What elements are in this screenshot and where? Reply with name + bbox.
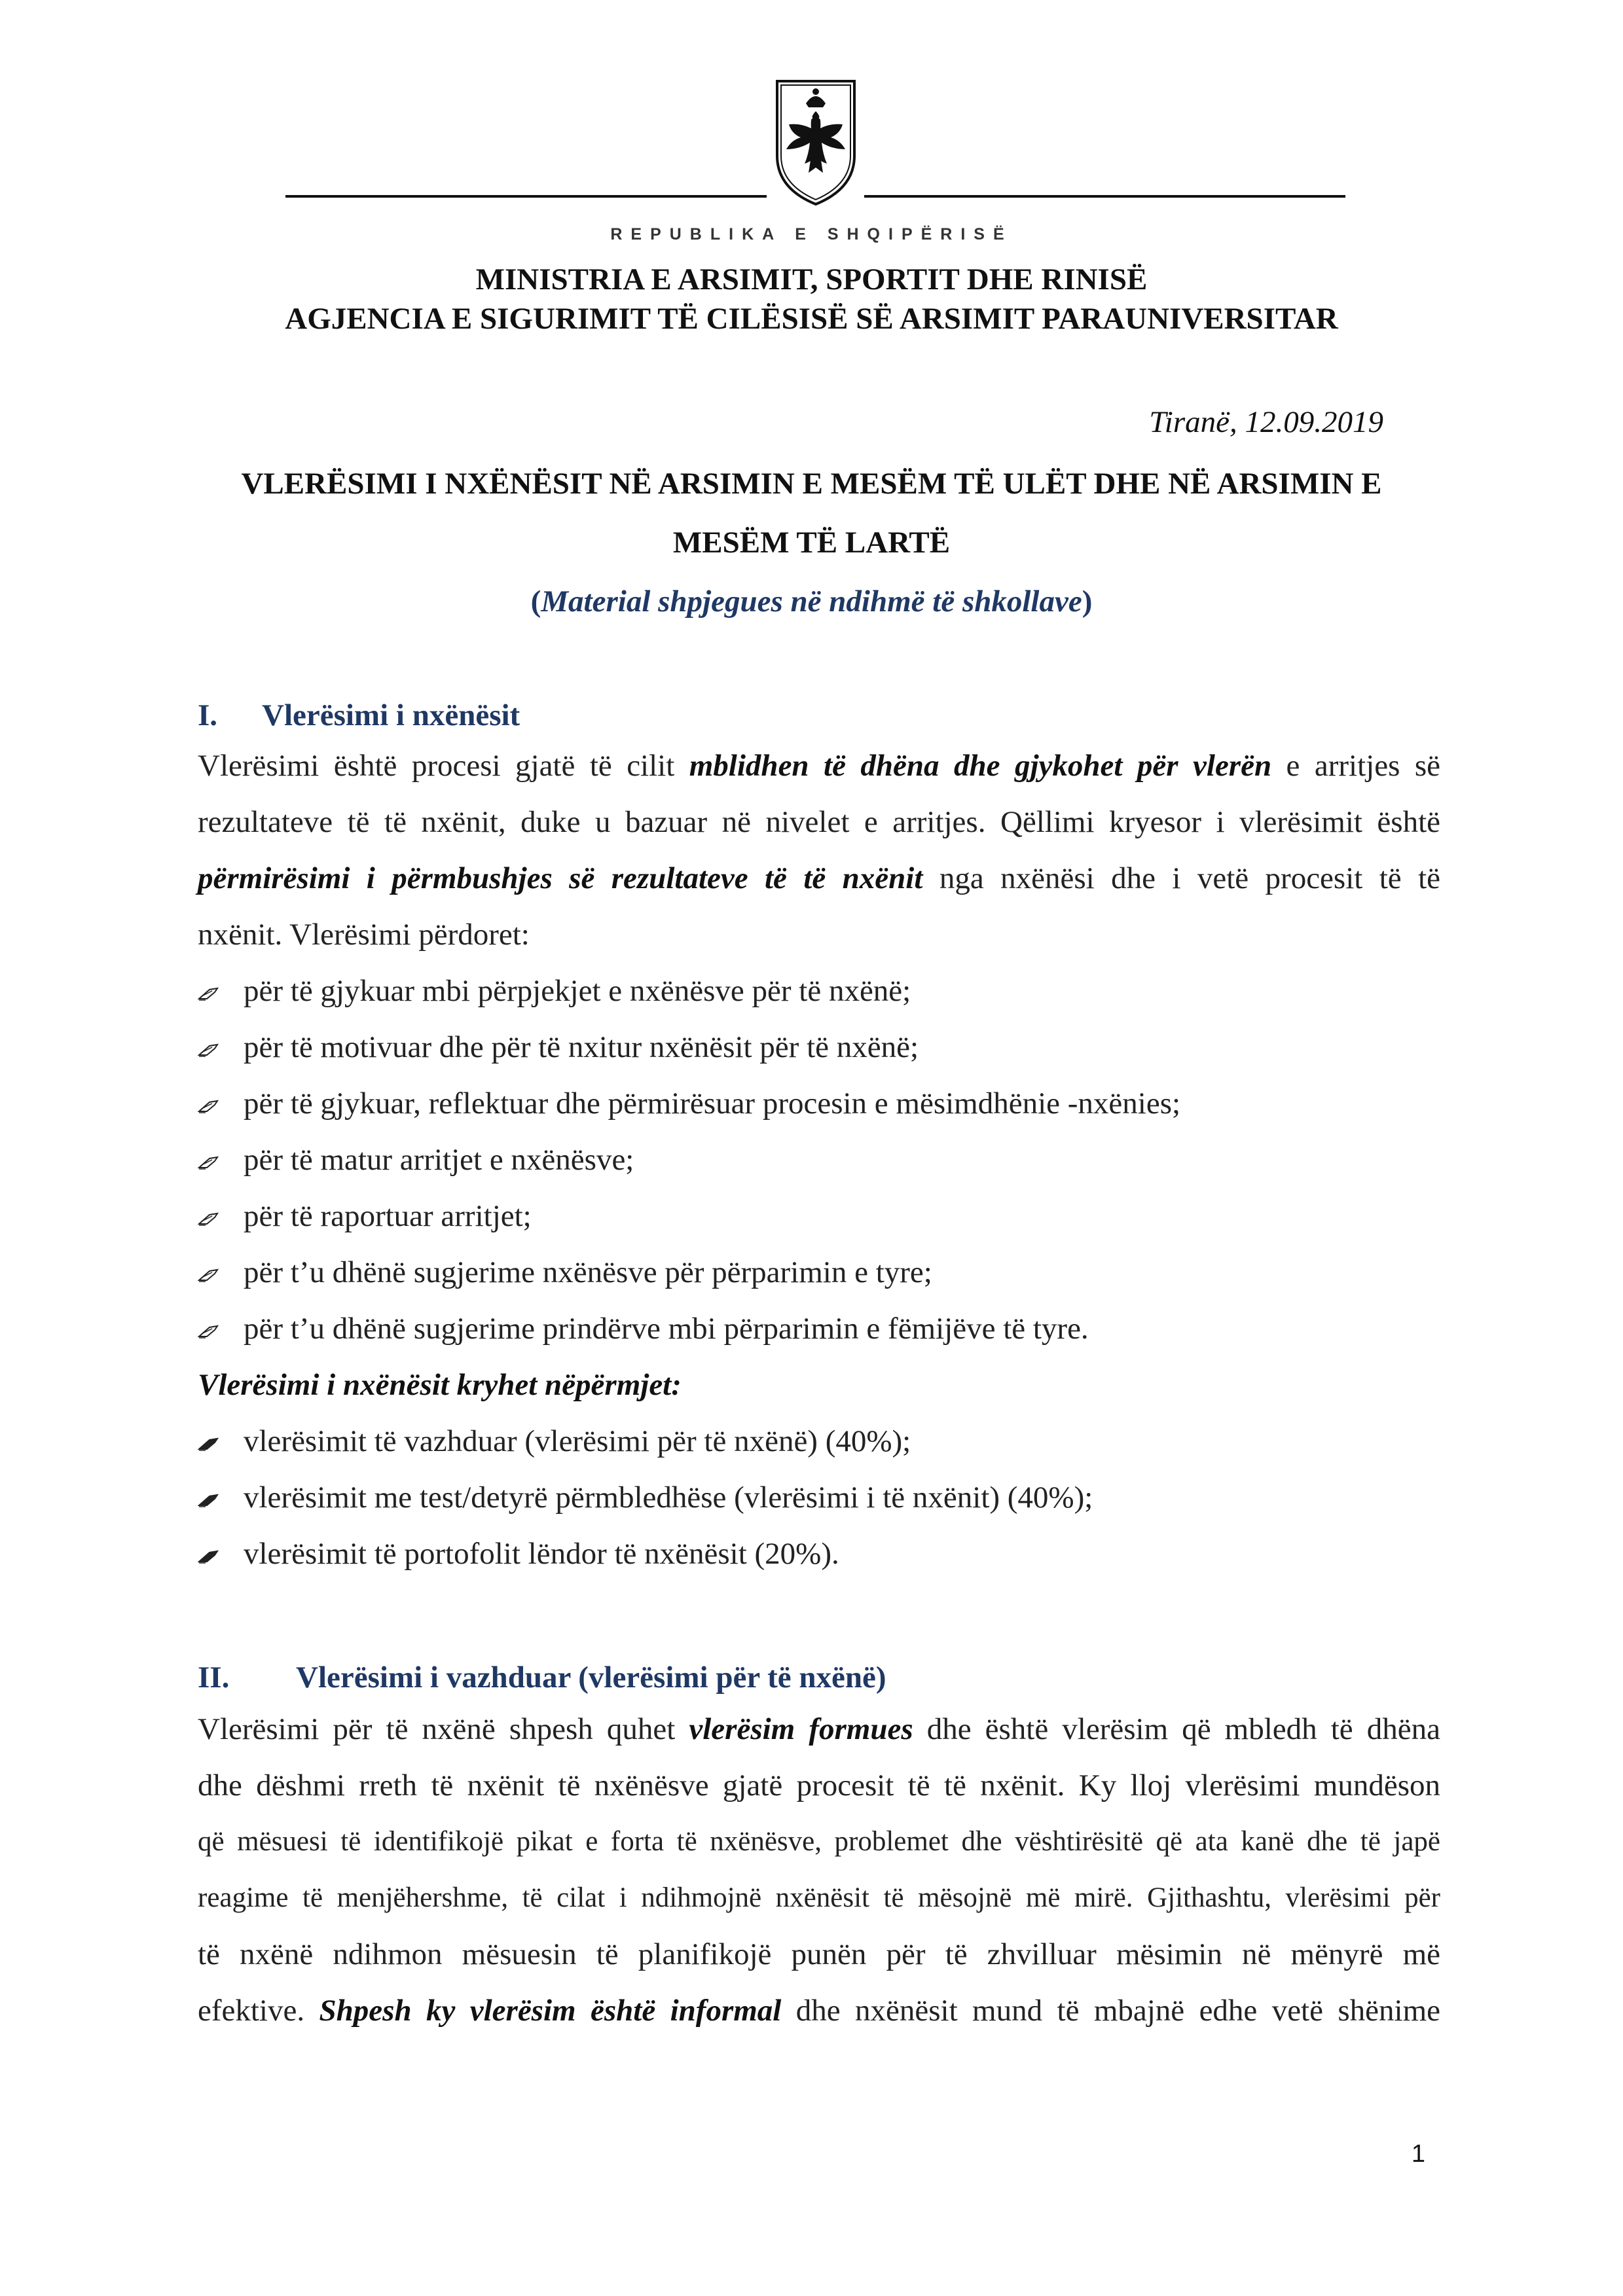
document-subtitle: (Material shpjegues në ndihmë të shkollave): [530, 584, 1093, 619]
writing-hand-icon: [198, 1196, 244, 1236]
section-2-paragraph-line: efektive. Shpesh ky vlerësim është informal dhe nxënësit mund të mbajnë edhe vetë shënime: [198, 1994, 1441, 2028]
section-2-paragraph-line: Vlerësimi për të nxënë shpesh quhet vlerësim formues dhe është vlerësim që mbledh të dhëna: [198, 1712, 1440, 1746]
list-item: vlerësimit të vazhduar (vlerësimi për të nxënë) (40%);: [198, 1422, 911, 1461]
section-1-title: Vlerësimi i nxënësit: [262, 698, 520, 732]
list-item: vlerësimit me test/detyrë përmbledhëse (vlerësimi i të nxënit) (40%);: [198, 1478, 1093, 1517]
list-item: për të gjykuar mbi përpjekjet e nxënësve për të nxënë;: [198, 971, 911, 1011]
list-item: për të matur arritjet e nxënësve;: [198, 1140, 634, 1179]
section-1-paragraph-line: nxënit. Vlerësimi përdoret:: [198, 918, 530, 952]
list-item: për të gjykuar, reflektuar dhe përmirësuar procesin e mësimdhënie -nxënies;: [198, 1084, 1180, 1123]
section-2-paragraph-line: dhe dëshmi rreth të nxënit të nxënësve gjatë procesit të të nxënit. Ky lloj vlerësimi mundëson: [198, 1768, 1440, 1803]
header-rule-left: [285, 195, 767, 198]
writing-hand-icon: [198, 1253, 244, 1292]
page-number: 1: [1411, 2140, 1425, 2168]
list-item: për të raportuar arritjet;: [198, 1196, 532, 1236]
section-1-paragraph-line: përmirësimi i përmbushjes së rezultateve të të nxënit nga nxënësi dhe i vetë procesit të të: [198, 861, 1440, 895]
writing-hand-icon: [198, 1140, 244, 1179]
document-title-line-2: MESËM TË LARTË: [672, 526, 951, 560]
albania-coat-of-arms-icon: [772, 77, 860, 208]
document-title-line-1: VLERËSIMI I NXËNËSIT NË ARSIMIN E MESËM TË ULËT DHE NË ARSIMIN E: [241, 467, 1382, 501]
section-1-paragraph-line: Vlerësimi është procesi gjatë të cilit mblidhen të dhëna dhe gjykohet për vlerën e arritjes së: [198, 749, 1440, 783]
section-2-paragraph-line: që mësuesi të identifikojë pikat e forta të nxënësve, problemet dhe vështirësitë që ata kanë dhe të japë: [198, 1826, 1440, 1857]
section-2-paragraph-line: reagime të menjëhershme, të cilat i ndihmojnë nxënësit të mësojnë më mirë. Gjithashtu, vlerësimi për: [198, 1882, 1440, 1913]
section-1-number: I.: [198, 698, 218, 732]
republic-label: REPUBLIKA E SHQIPËRISË: [610, 225, 1013, 243]
list-item: vlerësimit të portofolit lëndor të nxënësit (20%).: [198, 1534, 839, 1573]
agency-name: AGJENCIA E SIGURIMIT TË CILËSISË SË ARSIMIT PARAUNIVERSITAR: [285, 302, 1338, 336]
list-item: për t’u dhënë sugjerime nxënësve për përparimin e tyre;: [198, 1253, 932, 1292]
section-2-number: II.: [198, 1660, 230, 1695]
list-item: për t’u dhënë sugjerime prindërve mbi përparimin e fëmijëve të tyre.: [198, 1309, 1089, 1348]
writing-hand-icon: [198, 1309, 244, 1348]
writing-hand-icon: [198, 1422, 244, 1461]
header-rule-right: [864, 195, 1345, 198]
writing-hand-icon: [198, 1084, 244, 1123]
assessment-methods-label: Vlerësimi i nxënësit kryhet nëpërmjet:: [198, 1368, 682, 1402]
writing-hand-icon: [198, 971, 244, 1011]
ministry-name: MINISTRIA E ARSIMIT, SPORTIT DHE RINISË: [475, 262, 1148, 296]
writing-hand-icon: [198, 1534, 244, 1573]
writing-hand-icon: [198, 1028, 244, 1067]
section-2-paragraph-line: të nxënë ndihmon mësuesin të planifikojë punën për të zhvilluar mësimin në mënyrë më: [198, 1937, 1440, 1971]
list-item: për të motivuar dhe për të nxitur nxënësit për të nxënë;: [198, 1028, 919, 1067]
section-1-heading: [198, 698, 520, 733]
document-date: Tiranë, 12.09.2019: [1149, 405, 1383, 439]
section-2-heading: [198, 1660, 886, 1695]
writing-hand-icon: [198, 1478, 244, 1517]
section-1-paragraph-line: rezultateve të të nxënit, duke u bazuar në nivelet e arritjes. Qëllimi kryesor i vlerësimit është: [198, 805, 1440, 839]
section-2-title: Vlerësimi i vazhduar (vlerësimi për të nxënë): [296, 1660, 886, 1695]
